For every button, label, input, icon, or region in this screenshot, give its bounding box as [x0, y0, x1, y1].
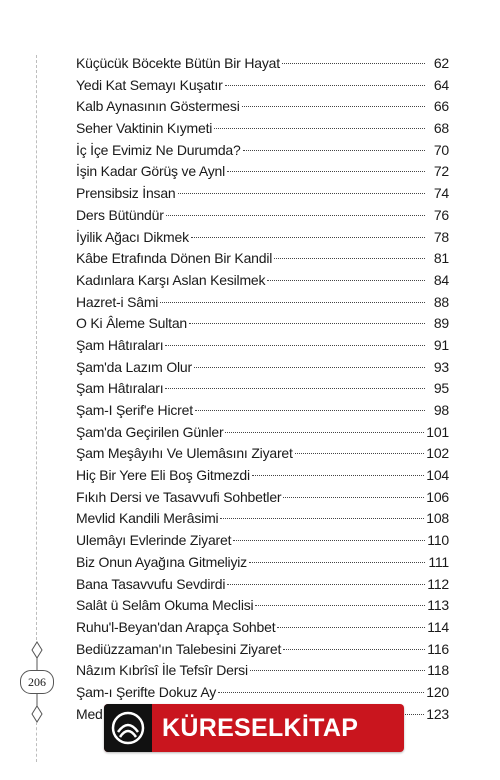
toc-entry [76, 248, 449, 270]
toc-entry-title: Med [76, 705, 103, 722]
toc-entry-page: 108 [426, 510, 449, 527]
toc-leader-dots [189, 323, 425, 324]
toc-entry-page: 113 [427, 597, 449, 614]
toc-entry-page: 78 [433, 228, 449, 245]
toc-entry-page: 118 [427, 662, 449, 679]
toc-leader-dots [191, 237, 425, 238]
toc-entry-title: Şam-I Şerif'e Hicret [76, 402, 193, 418]
toc-entry-title: Küçücük Böcekte Bütün Bir Hayat [76, 55, 280, 71]
toc-entry [76, 617, 449, 639]
toc-entry [76, 140, 449, 162]
toc-entry-page: 81 [433, 250, 449, 267]
toc-leader-dots [166, 215, 425, 216]
toc-entry [76, 487, 449, 509]
toc-entry-title: Şam Hâtıraları [76, 380, 164, 397]
toc-entry-page: 114 [427, 618, 449, 635]
toc-leader-dots [250, 670, 425, 671]
toc-leader-dots [249, 562, 425, 563]
toc-entry [76, 639, 449, 661]
toc-leader-dots [274, 258, 425, 259]
toc-entry-title: Kâbe Etrafında Dönen Bir Kandil [76, 250, 273, 267]
toc-entry-title: Kalb Aynasının Göstermesi [76, 98, 240, 115]
toc-leader-dots [225, 85, 425, 86]
toc-entry-title: Fıkıh Dersi ve Tasavvufi Sohbetler [76, 488, 282, 505]
toc-entry [76, 465, 449, 487]
toc-entry [76, 75, 449, 97]
toc-entry-title: O Ki Âleme Sultan [76, 315, 187, 332]
toc-leader-dots [267, 280, 425, 281]
toc-entry-title: Şam'da Geçirilen Günler [76, 423, 224, 440]
toc-entry-page: 91 [433, 336, 449, 353]
toc-entry-title: Nâzım Kıbrîsî İle Tefsîr Dersi [76, 662, 248, 679]
toc-leader-dots [165, 388, 425, 389]
toc-entry-title: Ders Bütündür [76, 206, 164, 223]
toc-entry-page: 120 [426, 683, 449, 700]
toc-entry [76, 53, 449, 75]
toc-entry [76, 682, 449, 704]
toc-entry-page: 74 [433, 185, 449, 202]
toc-entry-title: Biz Onun Ayağına Gitmeliyiz [76, 553, 247, 570]
toc-leader-dots [214, 128, 425, 129]
toc-leader-dots [283, 649, 425, 650]
toc-leader-dots [242, 106, 425, 107]
toc-entry [76, 118, 449, 140]
brand-watermark [104, 704, 404, 752]
toc-leader-dots [165, 345, 425, 346]
toc-entry-page: 70 [433, 141, 449, 158]
toc-entry [76, 96, 449, 118]
toc-entry [76, 574, 449, 596]
toc-leader-dots [218, 692, 424, 693]
toc-entry [76, 270, 449, 292]
toc-leader-dots [283, 497, 424, 498]
toc-entry-title: Şam-ı Şerifte Dokuz Ay [76, 683, 217, 700]
toc-leader-dots [178, 193, 425, 194]
toc-leader-dots [227, 584, 425, 585]
toc-entry-page: 106 [426, 488, 449, 505]
toc-entry-page: 104 [426, 467, 449, 484]
toc-entry-page: 62 [433, 55, 449, 71]
toc-entry-title: Yedi Kat Semayı Kuşatır [76, 76, 223, 93]
toc-entry-title: Şam Hâtıraları [76, 336, 164, 353]
toc-entry-page: 64 [433, 76, 449, 93]
margin-decorative-line-top [36, 55, 37, 640]
toc-leader-dots [277, 627, 425, 628]
toc-entry-page: 123 [426, 705, 449, 722]
toc-entry [76, 313, 449, 335]
toc-entry-page: 68 [433, 120, 449, 137]
margin-decorative-line-bottom [36, 722, 37, 762]
toc-entry-title: Mevlid Kandili Merâsimi [76, 510, 219, 527]
toc-entry [76, 378, 449, 400]
toc-leader-dots [255, 605, 425, 606]
toc-entry-title: Ruhu'l-Beyan'dan Arapça Sohbet [76, 618, 276, 635]
toc-entry-title: İç İçe Evimiz Ne Durumda? [76, 141, 241, 158]
toc-entry [76, 400, 449, 422]
toc-entry [76, 443, 449, 465]
toc-leader-dots [252, 475, 424, 476]
toc-leader-dots [282, 63, 425, 64]
toc-leader-dots [243, 150, 425, 151]
toc-leader-dots [160, 302, 425, 303]
toc-entry [76, 227, 449, 249]
toc-entry-page: 84 [433, 271, 449, 288]
toc-entry [76, 292, 449, 314]
toc-entry-title: Şam Meşâyıhı Ve Ulemâsını Ziyaret [76, 445, 293, 462]
toc-entry-page: 116 [427, 640, 449, 657]
toc-entry-page: 93 [433, 358, 449, 375]
toc-leader-dots [195, 410, 425, 411]
toc-entry-title: Kadınlara Karşı Aslan Kesilmek [76, 271, 266, 288]
toc-entry-page: 89 [433, 315, 449, 332]
toc-leader-dots [225, 432, 424, 433]
toc-leader-dots [233, 540, 425, 541]
page-number: 206 [20, 670, 54, 694]
toc-entry [76, 205, 449, 227]
toc-entry-title: Seher Vaktinin Kıymeti [76, 120, 213, 137]
toc-entry [76, 595, 449, 617]
toc-entry-title: Şam'da Lazım Olur [76, 358, 192, 375]
toc-entry-title: Hazret-i Sâmi [76, 293, 159, 310]
brand-logo-icon [104, 704, 152, 752]
toc-entry-page: 102 [426, 445, 449, 462]
toc-entry-page: 98 [433, 402, 449, 418]
toc-entry [76, 161, 449, 183]
toc-entry-title: Hiç Bir Yere Eli Boş Gitmezdi [76, 467, 250, 484]
table-of-contents [76, 53, 449, 725]
toc-entry [76, 335, 449, 357]
toc-entry-title: İşin Kadar Görüş ve Aynl [76, 163, 226, 180]
toc-entry-page: 66 [433, 98, 449, 115]
toc-entry-page: 110 [427, 532, 449, 549]
toc-leader-dots [227, 171, 425, 172]
toc-leader-dots [194, 367, 425, 368]
toc-entry-page: 112 [427, 575, 449, 592]
toc-entry [76, 552, 449, 574]
toc-entry [76, 357, 449, 379]
toc-entry-page: 101 [426, 423, 449, 440]
toc-entry-page: 72 [433, 163, 449, 180]
toc-entry-title: Bana Tasavvufu Sevdirdi [76, 575, 226, 592]
toc-leader-dots [220, 518, 424, 519]
toc-entry [76, 183, 449, 205]
toc-entry-title: Prensibsiz İnsan [76, 185, 176, 202]
toc-entry-title: Ulemâyı Evlerinde Ziyaret [76, 532, 232, 549]
toc-entry [76, 530, 449, 552]
toc-entry [76, 422, 449, 444]
toc-entry-title: Bediüzzaman'ın Talebesini Ziyaret [76, 640, 282, 657]
toc-entry-title: İyilik Ağacı Dikmek [76, 228, 189, 245]
toc-entry-page: 95 [433, 380, 449, 397]
toc-entry [76, 660, 449, 682]
brand-name: KÜRESELKİTAP [162, 713, 359, 742]
toc-entry [76, 508, 449, 530]
toc-entry-page: 88 [433, 293, 449, 310]
toc-entry-page: 111 [428, 553, 449, 570]
toc-entry-page: 76 [433, 206, 449, 223]
toc-leader-dots [295, 453, 425, 454]
toc-entry-title: Salât ü Selâm Okuma Meclisi [76, 597, 254, 614]
